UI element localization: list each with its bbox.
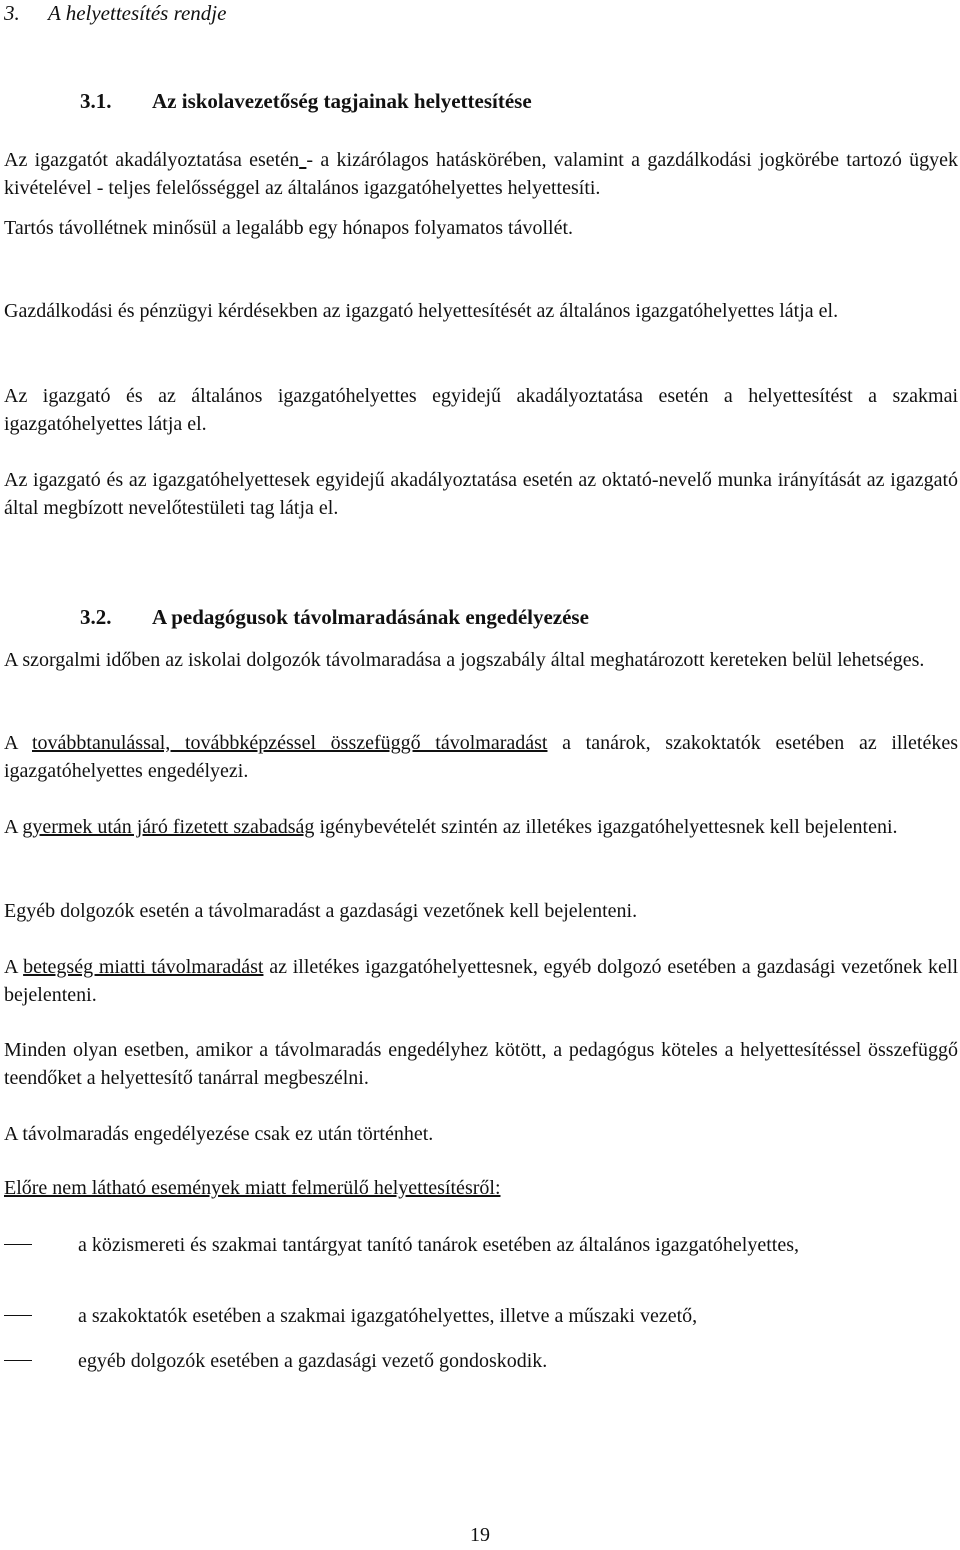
dash-bullet-icon <box>4 1244 32 1245</box>
paragraph-further-education: A továbbtanulással, továbbképzéssel összefüggő távolmaradást a tanárok, szakoktatók esetében az illetékes igazgatóhelyettes engedélyezi. <box>4 732 959 782</box>
paragraph-sickness: A betegség miatti távolmaradást az illetékes igazgatóhelyettesnek, egyéb dolgozó esetében a gazdasági vezetőnek kell bejelenteni. <box>4 956 958 1006</box>
list-item: a közismereti és szakmai tantárgyat tanító tanárok esetében az általános igazgatóhelyettes, <box>4 1231 958 1259</box>
section-heading-3-1 <box>80 88 532 114</box>
paragraph-term-time-absence: A szorgalmi időben az iskolai dolgozók távolmaradása a jogszabály által meghatározott kereteken belül lehetséges. <box>4 649 925 671</box>
paragraph-all-deputies-absent: Az igazgató és az igazgatóhelyettesek egyidejű akadályoztatása esetén az oktató-nevelő munka irányítását az igazgató által megbízott nevelőtestületi tag látja el. <box>4 469 958 519</box>
dash-bullet-icon <box>4 1360 32 1361</box>
chapter-title: A helyettesítés rendje <box>48 1 227 25</box>
paragraph-unforeseen-heading: Előre nem látható események miatt felmerülő helyettesítésről: <box>4 1177 501 1199</box>
paragraph-financial-matters: Gazdálkodási és pénzügyi kérdésekben az igazgató helyettesítését az általános igazgatóhelyettes látja el. <box>4 300 839 322</box>
list-item: a szakoktatók esetében a szakmai igazgatóhelyettes, illetve a műszaki vezető, <box>4 1302 958 1330</box>
list-item: egyéb dolgozók esetében a gazdasági vezető gondoskodik. <box>4 1347 958 1375</box>
paragraph-long-absence: Tartós távollétnek minősül a legalább egy hónapos folyamatos távollét. <box>4 217 574 239</box>
paragraph-approval: A távolmaradás engedélyezése csak ez után történhet. <box>4 1123 434 1145</box>
page-number: 19 <box>470 1524 490 1546</box>
dash-bullet-icon <box>4 1315 32 1316</box>
paragraph-simultaneous-absence: Az igazgató és az általános igazgatóhelyettes egyidejű akadályoztatása esetén a helyettesítést a szakmai igazgatóhelyettes látja el. <box>4 385 958 435</box>
section-number: 3.1. <box>80 89 112 113</box>
section-number: 3.2. <box>80 605 112 629</box>
paragraph-deputy-general: Az igazgatót akadályoztatása esetén - a kizárólagos hatáskörében, valamint a gazdálkodási jogkörébe tartozó ügyek kivételével - teljes felelősséggel az általános igazgatóhelyettes helyettesíti. <box>4 149 959 199</box>
section-heading-3-2 <box>80 604 589 630</box>
chapter-number: 3. <box>4 1 20 25</box>
section-title: Az iskolavezetőség tagjainak helyettesítése <box>152 89 532 113</box>
paragraph-substitution-duties: Minden olyan esetben, amikor a távolmaradás engedélyhez kötött, a pedagógus köteles a helyettesítéssel összefüggő teendőket a helyettesítő tanárral megbeszélni. <box>4 1039 958 1089</box>
chapter-heading <box>4 0 226 26</box>
section-title: A pedagógusok távolmaradásának engedélyezése <box>152 605 589 629</box>
paragraph-other-staff: Egyéb dolgozók esetén a távolmaradást a gazdasági vezetőnek kell bejelenteni. <box>4 900 638 922</box>
paragraph-paid-child-leave: A gyermek után járó fizetett szabadság igénybevételét szintén az illetékes igazgatóhelyettesnek kell bejelenteni. <box>4 816 898 838</box>
